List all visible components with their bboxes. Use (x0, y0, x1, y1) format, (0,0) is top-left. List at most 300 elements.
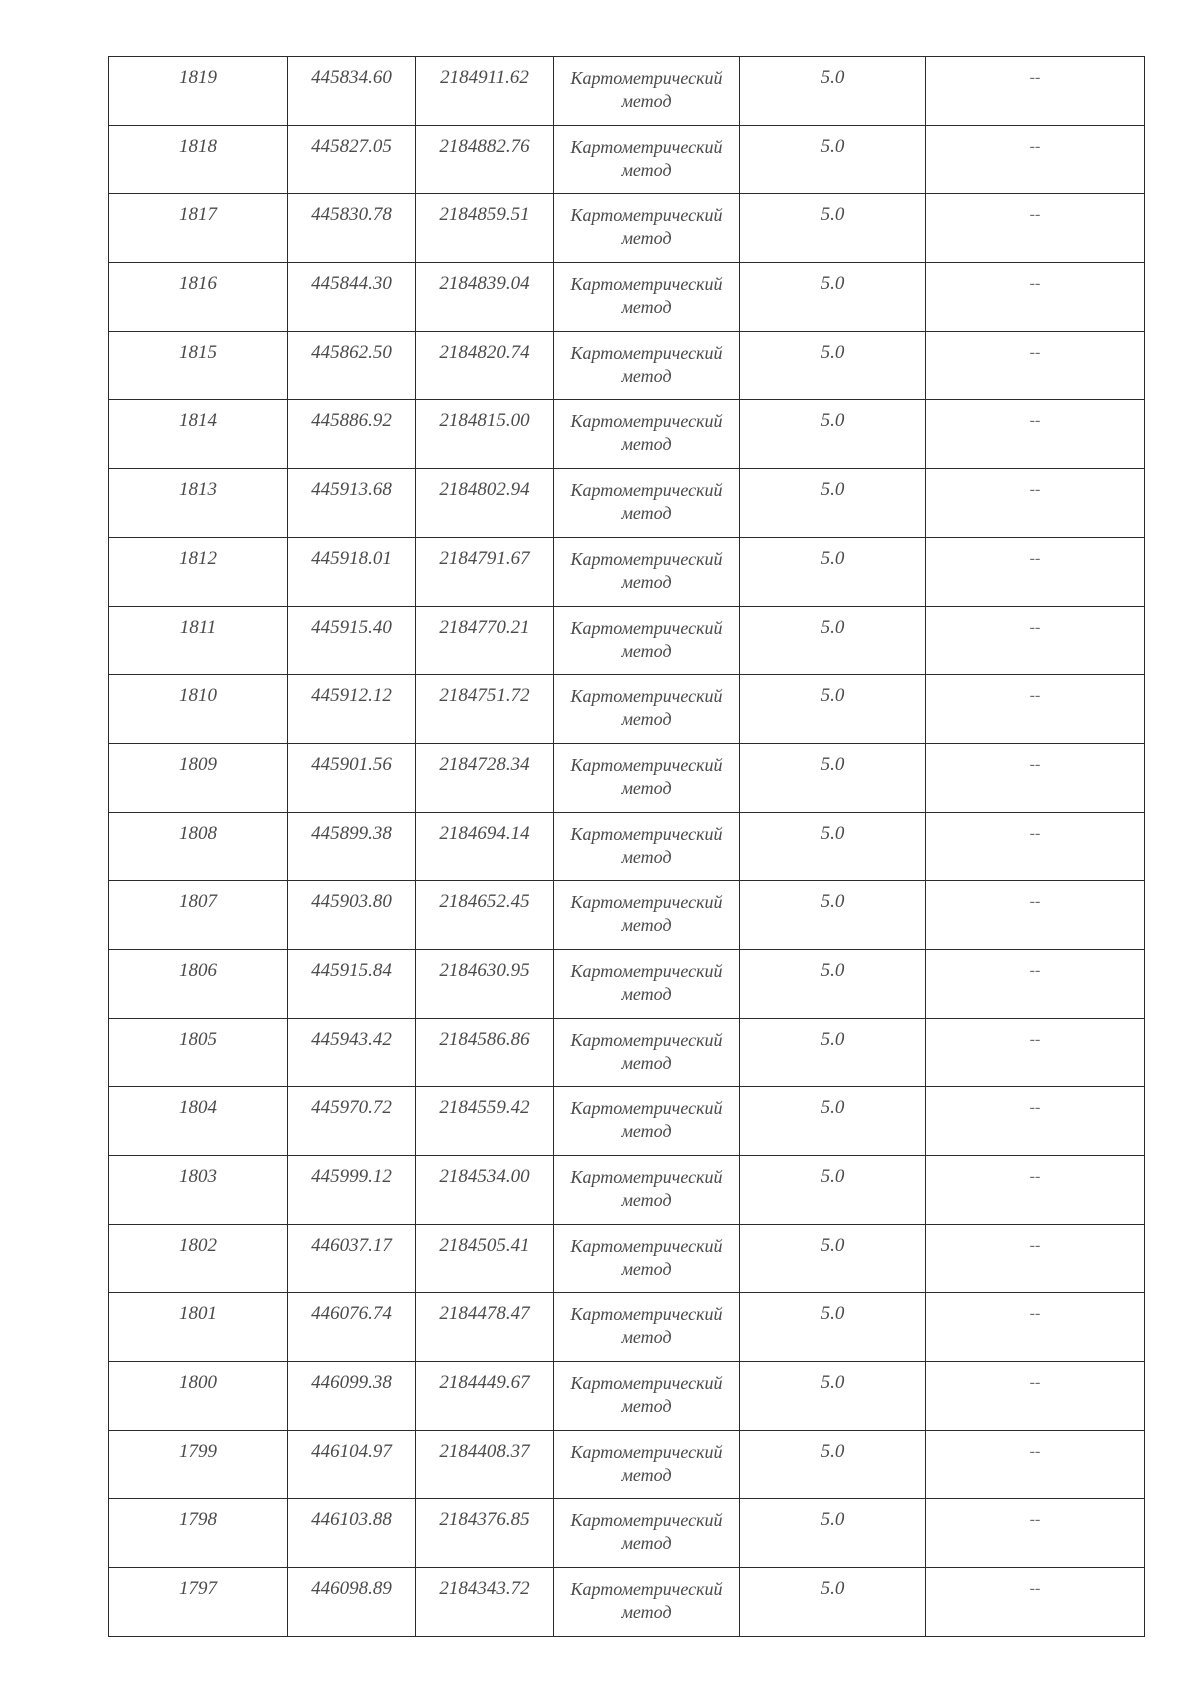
determination-method: Картометрический метод (570, 1304, 723, 1348)
accuracy-cell (740, 263, 926, 332)
accuracy-value: 5.0 (820, 891, 845, 913)
y-coordinate: 2184820.74 (439, 341, 530, 363)
x-coordinate-cell (288, 1430, 416, 1499)
determination-method: Картометрический метод (570, 1098, 723, 1142)
point-number-cell (109, 743, 288, 812)
y-coordinate-cell (416, 194, 554, 263)
x-coordinate-cell (288, 743, 416, 812)
accuracy-cell (740, 331, 926, 400)
point-number-cell (109, 812, 288, 881)
accuracy-value: 5.0 (820, 410, 845, 432)
accuracy-value: 5.0 (820, 1166, 845, 1187)
note-value: -- (1029, 1580, 1041, 1598)
note-value: -- (1029, 1374, 1041, 1392)
x-coordinate-cell (288, 400, 416, 469)
y-coordinate: 2184408.37 (439, 1440, 530, 1462)
accuracy-cell (740, 1293, 926, 1362)
determination-method: Картометрический метод (570, 960, 723, 1004)
x-coordinate-cell (288, 949, 416, 1018)
note-cell (926, 331, 1145, 400)
x-coordinate: 446076.74 (311, 1303, 392, 1325)
y-coordinate: 2184882.76 (439, 135, 530, 157)
accuracy-cell (740, 881, 926, 950)
accuracy-value: 5.0 (820, 1097, 845, 1119)
point-number: 1804 (179, 1097, 217, 1119)
y-coordinate-cell (416, 949, 554, 1018)
point-number-cell (109, 1087, 288, 1156)
y-coordinate-cell (416, 1224, 554, 1293)
point-number: 1814 (179, 410, 217, 432)
point-number-cell (109, 469, 288, 538)
x-coordinate: 446104.97 (311, 1440, 392, 1462)
table-row (109, 743, 1145, 812)
point-number: 1809 (179, 753, 217, 775)
point-number: 1808 (179, 822, 217, 844)
accuracy-value: 5.0 (820, 822, 845, 844)
point-number: 1818 (179, 135, 217, 157)
point-number: 1802 (179, 1234, 217, 1256)
note-cell (926, 606, 1145, 675)
y-coordinate: 2184559.42 (439, 1097, 530, 1119)
method-cell (554, 606, 740, 675)
x-coordinate: 445913.68 (311, 479, 392, 501)
table-row (109, 1087, 1145, 1156)
point-number: 1797 (179, 1578, 217, 1600)
y-coordinate-cell (416, 881, 554, 950)
accuracy-cell (740, 606, 926, 675)
note-value: -- (1029, 687, 1041, 705)
note-value: -- (1029, 549, 1041, 567)
method-cell (554, 400, 740, 469)
method-cell (554, 194, 740, 263)
accuracy-cell (740, 675, 926, 744)
method-cell (554, 1568, 740, 1637)
note-value: -- (1029, 69, 1041, 86)
x-coordinate-cell (288, 1224, 416, 1293)
determination-method: Картометрический метод (570, 823, 723, 867)
y-coordinate: 2184652.45 (439, 891, 530, 913)
note-cell (926, 125, 1145, 194)
accuracy-value: 5.0 (820, 753, 845, 775)
y-coordinate-cell (416, 1430, 554, 1499)
x-coordinate-cell (288, 1156, 416, 1225)
point-number: 1811 (179, 616, 217, 638)
y-coordinate-cell (416, 331, 554, 400)
note-cell (926, 400, 1145, 469)
method-cell (554, 1087, 740, 1156)
note-cell (926, 743, 1145, 812)
point-number: 1817 (179, 204, 217, 226)
determination-method: Картометрический метод (570, 617, 723, 661)
method-cell (554, 1156, 740, 1225)
accuracy-cell (740, 1568, 926, 1637)
note-cell (926, 194, 1145, 263)
x-coordinate-cell (288, 1568, 416, 1637)
point-number-cell (109, 1224, 288, 1293)
table-row (109, 331, 1145, 400)
x-coordinate: 445903.80 (311, 891, 392, 913)
accuracy-value: 5.0 (820, 959, 845, 981)
note-value: -- (1029, 893, 1041, 911)
method-cell (554, 57, 740, 126)
y-coordinate: 2184791.67 (439, 547, 530, 569)
x-coordinate-cell (288, 1499, 416, 1568)
note-cell (926, 949, 1145, 1018)
point-number: 1800 (179, 1372, 217, 1394)
y-coordinate: 2184770.21 (439, 616, 530, 638)
point-number: 1812 (179, 547, 217, 569)
method-cell (554, 949, 740, 1018)
note-cell (926, 1224, 1145, 1293)
note-cell (926, 1430, 1145, 1499)
y-coordinate: 2184694.14 (439, 822, 530, 844)
y-coordinate: 2184839.04 (439, 273, 530, 295)
accuracy-value: 5.0 (820, 204, 845, 226)
x-coordinate-cell (288, 1293, 416, 1362)
accuracy-value: 5.0 (820, 1440, 845, 1462)
point-number-cell (109, 1018, 288, 1087)
x-coordinate: 446099.38 (311, 1372, 392, 1394)
note-value: -- (1029, 755, 1041, 773)
table-row (109, 1499, 1145, 1568)
y-coordinate: 2184911.62 (440, 67, 529, 88)
note-cell (926, 1362, 1145, 1431)
table-row (109, 125, 1145, 194)
point-number-cell (109, 263, 288, 332)
point-number-cell (109, 1293, 288, 1362)
point-number-cell (109, 606, 288, 675)
note-cell (926, 675, 1145, 744)
accuracy-cell (740, 125, 926, 194)
determination-method: Картометрический метод (570, 274, 723, 318)
determination-method: Картометрический метод (570, 480, 723, 524)
table-row (109, 606, 1145, 675)
note-cell (926, 1568, 1145, 1637)
point-number-cell (109, 57, 288, 126)
note-value: -- (1029, 961, 1041, 979)
point-number: 1807 (179, 891, 217, 913)
note-cell (926, 263, 1145, 332)
table-row (109, 57, 1145, 126)
note-value: -- (1029, 824, 1041, 842)
x-coordinate: 445901.56 (311, 753, 392, 775)
x-coordinate: 445834.60 (311, 67, 392, 88)
x-coordinate-cell (288, 881, 416, 950)
x-coordinate: 445830.78 (311, 204, 392, 226)
x-coordinate-cell (288, 125, 416, 194)
point-number-cell (109, 881, 288, 950)
y-coordinate-cell (416, 400, 554, 469)
x-coordinate: 445844.30 (311, 273, 392, 295)
accuracy-value: 5.0 (820, 1234, 845, 1256)
note-value: -- (1029, 412, 1041, 430)
note-value: -- (1029, 1305, 1041, 1323)
x-coordinate-cell (288, 537, 416, 606)
table-row (109, 194, 1145, 263)
note-value: -- (1029, 137, 1041, 155)
determination-method: Картометрический метод (570, 1235, 723, 1279)
method-cell (554, 675, 740, 744)
x-coordinate: 445915.40 (311, 616, 392, 638)
point-number-cell (109, 1362, 288, 1431)
note-cell (926, 812, 1145, 881)
note-cell (926, 1018, 1145, 1087)
determination-method: Картометрический метод (570, 1373, 723, 1417)
y-coordinate-cell (416, 606, 554, 675)
table-row (109, 1224, 1145, 1293)
table-row (109, 1362, 1145, 1431)
table-row (109, 675, 1145, 744)
point-number-cell (109, 537, 288, 606)
y-coordinate: 2184449.67 (439, 1372, 530, 1394)
y-coordinate: 2184859.51 (439, 204, 530, 226)
table-row (109, 537, 1145, 606)
y-coordinate-cell (416, 1568, 554, 1637)
x-coordinate: 445999.12 (311, 1166, 392, 1187)
x-coordinate-cell (288, 812, 416, 881)
determination-method: Картометрический метод (570, 1029, 723, 1073)
point-number-cell (109, 400, 288, 469)
accuracy-cell (740, 1156, 926, 1225)
note-cell (926, 1499, 1145, 1568)
accuracy-cell (740, 1362, 926, 1431)
point-number-cell (109, 675, 288, 744)
accuracy-value: 5.0 (820, 67, 845, 88)
y-coordinate-cell (416, 1293, 554, 1362)
coordinates-table (108, 56, 1145, 1637)
method-cell (554, 331, 740, 400)
y-coordinate-cell (416, 675, 554, 744)
accuracy-cell (740, 949, 926, 1018)
point-number: 1799 (179, 1440, 217, 1462)
table-row (109, 1430, 1145, 1499)
y-coordinate: 2184376.85 (439, 1509, 530, 1531)
y-coordinate-cell (416, 1362, 554, 1431)
y-coordinate-cell (416, 1156, 554, 1225)
method-cell (554, 263, 740, 332)
point-number-cell (109, 194, 288, 263)
y-coordinate: 2184478.47 (439, 1303, 530, 1325)
point-number: 1819 (179, 67, 217, 88)
note-value: -- (1029, 1168, 1041, 1185)
point-number-cell (109, 1430, 288, 1499)
point-number-cell (109, 125, 288, 194)
point-number-cell (109, 949, 288, 1018)
x-coordinate-cell (288, 331, 416, 400)
note-value: -- (1029, 343, 1041, 361)
note-cell (926, 1156, 1145, 1225)
y-coordinate-cell (416, 469, 554, 538)
y-coordinate: 2184343.72 (439, 1578, 530, 1600)
accuracy-cell (740, 743, 926, 812)
note-value: -- (1029, 1099, 1041, 1117)
method-cell (554, 1018, 740, 1087)
accuracy-cell (740, 1018, 926, 1087)
point-number: 1805 (179, 1028, 217, 1050)
method-cell (554, 469, 740, 538)
x-coordinate: 445915.84 (311, 959, 392, 981)
table-row (109, 1018, 1145, 1087)
determination-method: Картометрический метод (570, 892, 723, 936)
y-coordinate-cell (416, 1087, 554, 1156)
point-number: 1806 (179, 959, 217, 981)
y-coordinate-cell (416, 57, 554, 126)
point-number: 1801 (179, 1303, 217, 1325)
table-row (109, 812, 1145, 881)
x-coordinate-cell (288, 675, 416, 744)
accuracy-cell (740, 1224, 926, 1293)
x-coordinate: 446037.17 (311, 1234, 392, 1256)
method-cell (554, 1293, 740, 1362)
accuracy-cell (740, 194, 926, 263)
determination-method: Картометрический метод (570, 342, 723, 386)
method-cell (554, 537, 740, 606)
method-cell (554, 1499, 740, 1568)
accuracy-cell (740, 1430, 926, 1499)
y-coordinate: 2184534.00 (439, 1166, 530, 1187)
table-row (109, 949, 1145, 1018)
y-coordinate: 2184815.00 (439, 410, 530, 432)
x-coordinate-cell (288, 1087, 416, 1156)
method-cell (554, 743, 740, 812)
table-row (109, 400, 1145, 469)
y-coordinate-cell (416, 812, 554, 881)
determination-method: Картометрический метод (570, 548, 723, 592)
y-coordinate: 2184505.41 (439, 1234, 530, 1256)
point-number: 1813 (179, 479, 217, 501)
accuracy-value: 5.0 (820, 1303, 845, 1325)
determination-method: Картометрический метод (570, 686, 723, 730)
method-cell (554, 1430, 740, 1499)
note-value: -- (1029, 618, 1041, 636)
method-cell (554, 812, 740, 881)
determination-method: Картометрический метод (570, 1441, 723, 1485)
table-row (109, 881, 1145, 950)
y-coordinate-cell (416, 125, 554, 194)
accuracy-cell (740, 1499, 926, 1568)
y-coordinate-cell (416, 743, 554, 812)
x-coordinate: 445918.01 (311, 547, 392, 569)
x-coordinate-cell (288, 57, 416, 126)
note-value: -- (1029, 1236, 1041, 1254)
point-number: 1798 (179, 1509, 217, 1531)
x-coordinate-cell (288, 606, 416, 675)
accuracy-value: 5.0 (820, 1578, 845, 1600)
note-cell (926, 1087, 1145, 1156)
x-coordinate-cell (288, 469, 416, 538)
x-coordinate: 445943.42 (311, 1028, 392, 1050)
method-cell (554, 125, 740, 194)
method-cell (554, 1362, 740, 1431)
y-coordinate-cell (416, 537, 554, 606)
accuracy-cell (740, 469, 926, 538)
method-cell (554, 881, 740, 950)
point-number: 1816 (179, 273, 217, 295)
table-row (109, 469, 1145, 538)
x-coordinate: 446103.88 (311, 1509, 392, 1531)
point-number: 1803 (179, 1166, 217, 1187)
x-coordinate: 445970.72 (311, 1097, 392, 1119)
accuracy-value: 5.0 (820, 547, 845, 569)
accuracy-value: 5.0 (820, 479, 845, 501)
accuracy-value: 5.0 (820, 273, 845, 295)
x-coordinate-cell (288, 1018, 416, 1087)
accuracy-value: 5.0 (820, 341, 845, 363)
point-number-cell (109, 1156, 288, 1225)
y-coordinate-cell (416, 263, 554, 332)
y-coordinate-cell (416, 1499, 554, 1568)
accuracy-value: 5.0 (820, 616, 845, 638)
point-number: 1815 (179, 341, 217, 363)
point-number-cell (109, 1499, 288, 1568)
point-number: 1810 (179, 685, 217, 707)
x-coordinate: 445827.05 (311, 135, 392, 157)
determination-method: Картометрический метод (570, 411, 723, 455)
determination-method: Картометрический метод (570, 68, 723, 111)
y-coordinate: 2184630.95 (439, 959, 530, 981)
x-coordinate: 445886.92 (311, 410, 392, 432)
determination-method: Картометрический метод (570, 1167, 723, 1210)
accuracy-value: 5.0 (820, 1372, 845, 1394)
accuracy-value: 5.0 (820, 685, 845, 707)
accuracy-value: 5.0 (820, 1028, 845, 1050)
accuracy-cell (740, 1087, 926, 1156)
method-cell (554, 1224, 740, 1293)
note-value: -- (1029, 481, 1041, 499)
accuracy-cell (740, 537, 926, 606)
table-row (109, 1156, 1145, 1225)
determination-method: Картометрический метод (570, 136, 723, 180)
x-coordinate: 445912.12 (311, 685, 392, 707)
determination-method: Картометрический метод (570, 205, 723, 249)
accuracy-value: 5.0 (820, 135, 845, 157)
note-cell (926, 537, 1145, 606)
note-value: -- (1029, 275, 1041, 293)
y-coordinate-cell (416, 1018, 554, 1087)
determination-method: Картометрический метод (570, 754, 723, 798)
note-cell (926, 469, 1145, 538)
point-number-cell (109, 331, 288, 400)
note-value: -- (1029, 1511, 1041, 1529)
determination-method: Картометрический метод (570, 1510, 723, 1554)
x-coordinate: 446098.89 (311, 1578, 392, 1600)
coordinates-table-body (109, 57, 1145, 1637)
accuracy-cell (740, 812, 926, 881)
note-value: -- (1029, 1442, 1041, 1460)
y-coordinate: 2184751.72 (439, 685, 530, 707)
table-row (109, 1293, 1145, 1362)
x-coordinate-cell (288, 263, 416, 332)
accuracy-value: 5.0 (820, 1509, 845, 1531)
table-row (109, 263, 1145, 332)
y-coordinate: 2184728.34 (439, 753, 530, 775)
note-value: -- (1029, 1030, 1041, 1048)
y-coordinate: 2184802.94 (439, 479, 530, 501)
table-row (109, 1568, 1145, 1637)
point-number-cell (109, 1568, 288, 1637)
x-coordinate-cell (288, 194, 416, 263)
determination-method: Картометрический метод (570, 1579, 723, 1623)
accuracy-cell (740, 57, 926, 126)
accuracy-cell (740, 400, 926, 469)
x-coordinate: 445862.50 (311, 341, 392, 363)
x-coordinate-cell (288, 1362, 416, 1431)
note-cell (926, 881, 1145, 950)
note-cell (926, 1293, 1145, 1362)
note-value: -- (1029, 206, 1041, 224)
x-coordinate: 445899.38 (311, 822, 392, 844)
y-coordinate: 2184586.86 (439, 1028, 530, 1050)
